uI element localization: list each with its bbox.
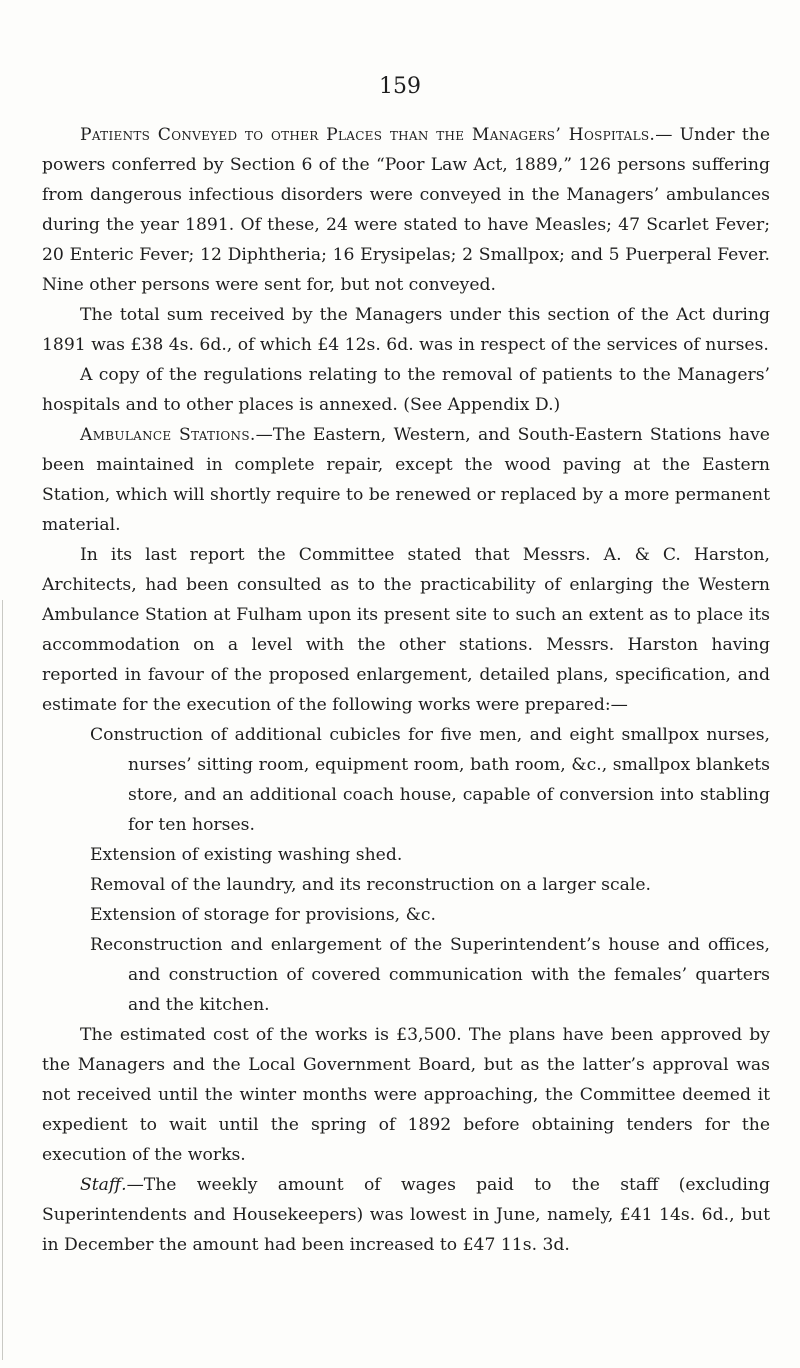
paragraph-text: — Under the powers conferred by Section 6 of the “Poor Law Act, 1889,” 126 persons suffering from dangerous infectious disorders were conveyed in the Managers’ ambulances during the year 1891. Of these, 24 were stated to have Measles; 47 Scarlet Fever; 20 Enteric Fever; 12 Diphtheria; 16 Erysipelas; 2 Smallpox; and 5 Puerperal Fever. Nine other persons were sent for, but not conveyed.	[42, 125, 770, 295]
works-list-item: Reconstruction and enlargement of the Superintendent’s house and offices, and construction of covered communication with the females’ quarters and the kitchen.	[90, 935, 770, 1015]
paragraph-patients-conveyed	[42, 120, 770, 300]
paragraph-harston-report: In its last report the Committee stated that Messrs. A. & C. Harston, Architects, had been consulted as to the practicability of enlarging the Western Ambulance Station at Fulham upon its present site to such an extent as to place its accommodation on a level with the other stations. Messrs. Harston having reported in favour of the proposed enlargement, detailed plans, specification, and estimate for the execution of the following works were prepared:—	[42, 545, 770, 715]
paragraph-estimated-cost: The estimated cost of the works is £3,500. The plans have been approved by the Managers and the Local Government Board, but as the latter’s approval was not received until the winter months were approaching, the Committee deemed it expedient to wait until the spring of 1892 before obtaining tenders for the execution of the works.	[42, 1025, 770, 1165]
works-list-item: Extension of storage for provisions, &c.	[90, 905, 436, 925]
page-body	[42, 120, 770, 1260]
paragraph-regulations: A copy of the regulations relating to the removal of patients to the Managers’ hospitals and to other places is annexed. (See Appendix D.)	[42, 365, 770, 415]
works-list-item: Removal of the laundry, and its reconstruction on a larger scale.	[90, 875, 651, 895]
section-heading-ambulance-stations: Ambulance Stations.	[80, 425, 256, 445]
section-heading-patients-conveyed: Patients Conveyed to other Places than the Managers’ Hospitals.	[80, 125, 656, 145]
page-edge-shadow	[2, 600, 3, 1360]
paragraph-staff	[42, 1170, 770, 1260]
works-list-item: Extension of existing washing shed.	[90, 845, 403, 865]
paragraph-text: —The Eastern, Western, and South-Eastern Stations have been maintained in complete repair, except the wood paving at the Eastern Station, which will shortly require to be renewed or replaced by a more permanent material.	[42, 425, 770, 535]
paragraph-total-sum: The total sum received by the Managers under this section of the Act during 1891 was £38 4s. 6d., of which £4 12s. 6d. was in respect of the services of nurses.	[42, 305, 770, 355]
paragraph-text: —The weekly amount of wages paid to the staff (excluding Superintendents and Housekeepers) was lowest in June, namely, £41 14s. 6d., but in December the amount had been increased to £47 11s. 3d.	[42, 1175, 770, 1255]
section-heading-staff: Staff.	[80, 1175, 127, 1195]
works-list-item: Construction of additional cubicles for five men, and eight smallpox nurses, nurses’ sitting room, equipment room, bath room, &c., smallpox blankets store, and an additional coach house, capable of conversion into stabling for ten horses.	[90, 725, 770, 835]
page-number: 159	[379, 74, 421, 99]
paragraph-ambulance-stations	[42, 420, 770, 540]
